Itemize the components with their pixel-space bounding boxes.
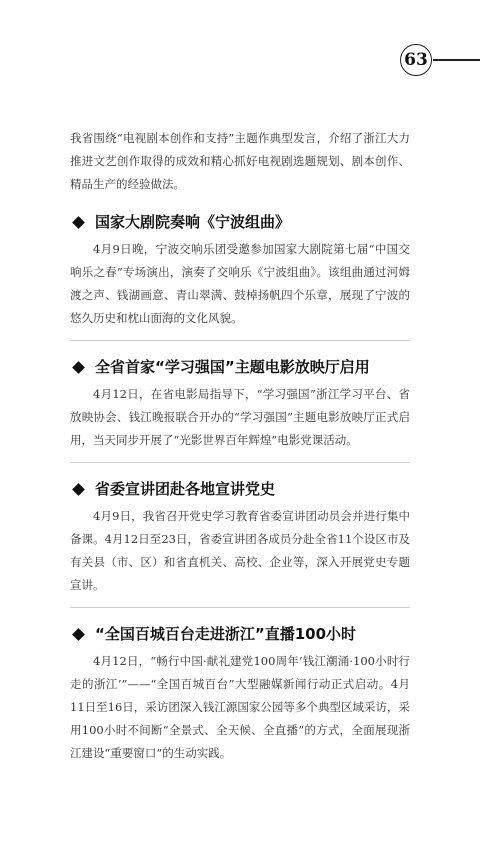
section-body: 4月12日，在省电影局指导下，“学习强国”浙江学习平台、省放映协会、钱江晚报联合开办的“学习强国”主题电影放映厅正式启用，当天同步开展了“光影世界百年辉煌”电影党课活动。 [70,387,410,447]
section-divider [70,462,410,463]
section-title-text: 国家大剧院奏响《宁波组曲》 [95,213,291,231]
news-section-1 [70,210,410,341]
diamond-bullet-icon [72,483,85,496]
news-section-3 [70,477,410,608]
news-section-4 [70,622,410,765]
section-body: 4月9日晚，宁波交响乐团受邀参加国家大剧院第七届“中国交响乐之春”专场演出，演奏了交响乐《宁波组曲》。该组曲通过河姆渡之声、钱湖画意、青山翠满、鼓棹扬帆四个乐章，展现了宁波的悠久历史和枕山面海的文化风貌。 [70,242,410,325]
diamond-bullet-icon [72,216,85,229]
page-number: 63 [400,44,432,76]
page-header [0,40,480,80]
section-title [70,355,410,379]
section-title-text: “全国百城百台走进浙江”直播100小时 [95,625,357,643]
news-section-2 [70,355,410,463]
header-rule [433,59,480,61]
diamond-bullet-icon [72,628,85,641]
diamond-bullet-icon [72,361,85,374]
section-divider [70,607,410,608]
article-content [70,127,410,765]
section-title [70,210,410,234]
section-title [70,622,410,646]
section-title-text: 全省首家“学习强国”主题电影放映厅启用 [95,358,370,376]
section-body: 4月9日，我省召开党史学习教育省委宣讲团动员会并进行集中备课。4月12日至23日，省委宣讲团各成员分赴全省11个设区市及有关县（市、区）和省直机关、高校、企业等，深入开展党史专题宣讲。 [70,509,410,592]
section-body: 4月12日，“畅行中国·献礼建党100周年‘钱江潮涌·100小时行走的浙江’”——“全国百城百台”大型融媒新闻行动正式启动。4月11日至16日，采访团深入钱江源国家公园等多个典型区域采访，采用100小时不间断“全景式、全天候、全直播”的方式，全面展现浙江建设“重要窗口”的生动实践。 [70,654,410,760]
section-title-text: 省委宣讲团赴各地宣讲党史 [95,480,276,498]
section-title [70,477,410,501]
section-divider [70,340,410,341]
intro-paragraph: 我省围绕“电视剧本创作和支持”主题作典型发言，介绍了浙江大力推进文艺创作取得的成效和精心抓好电视剧选题规划、剧本创作、精品生产的经验做法。 [70,131,410,191]
